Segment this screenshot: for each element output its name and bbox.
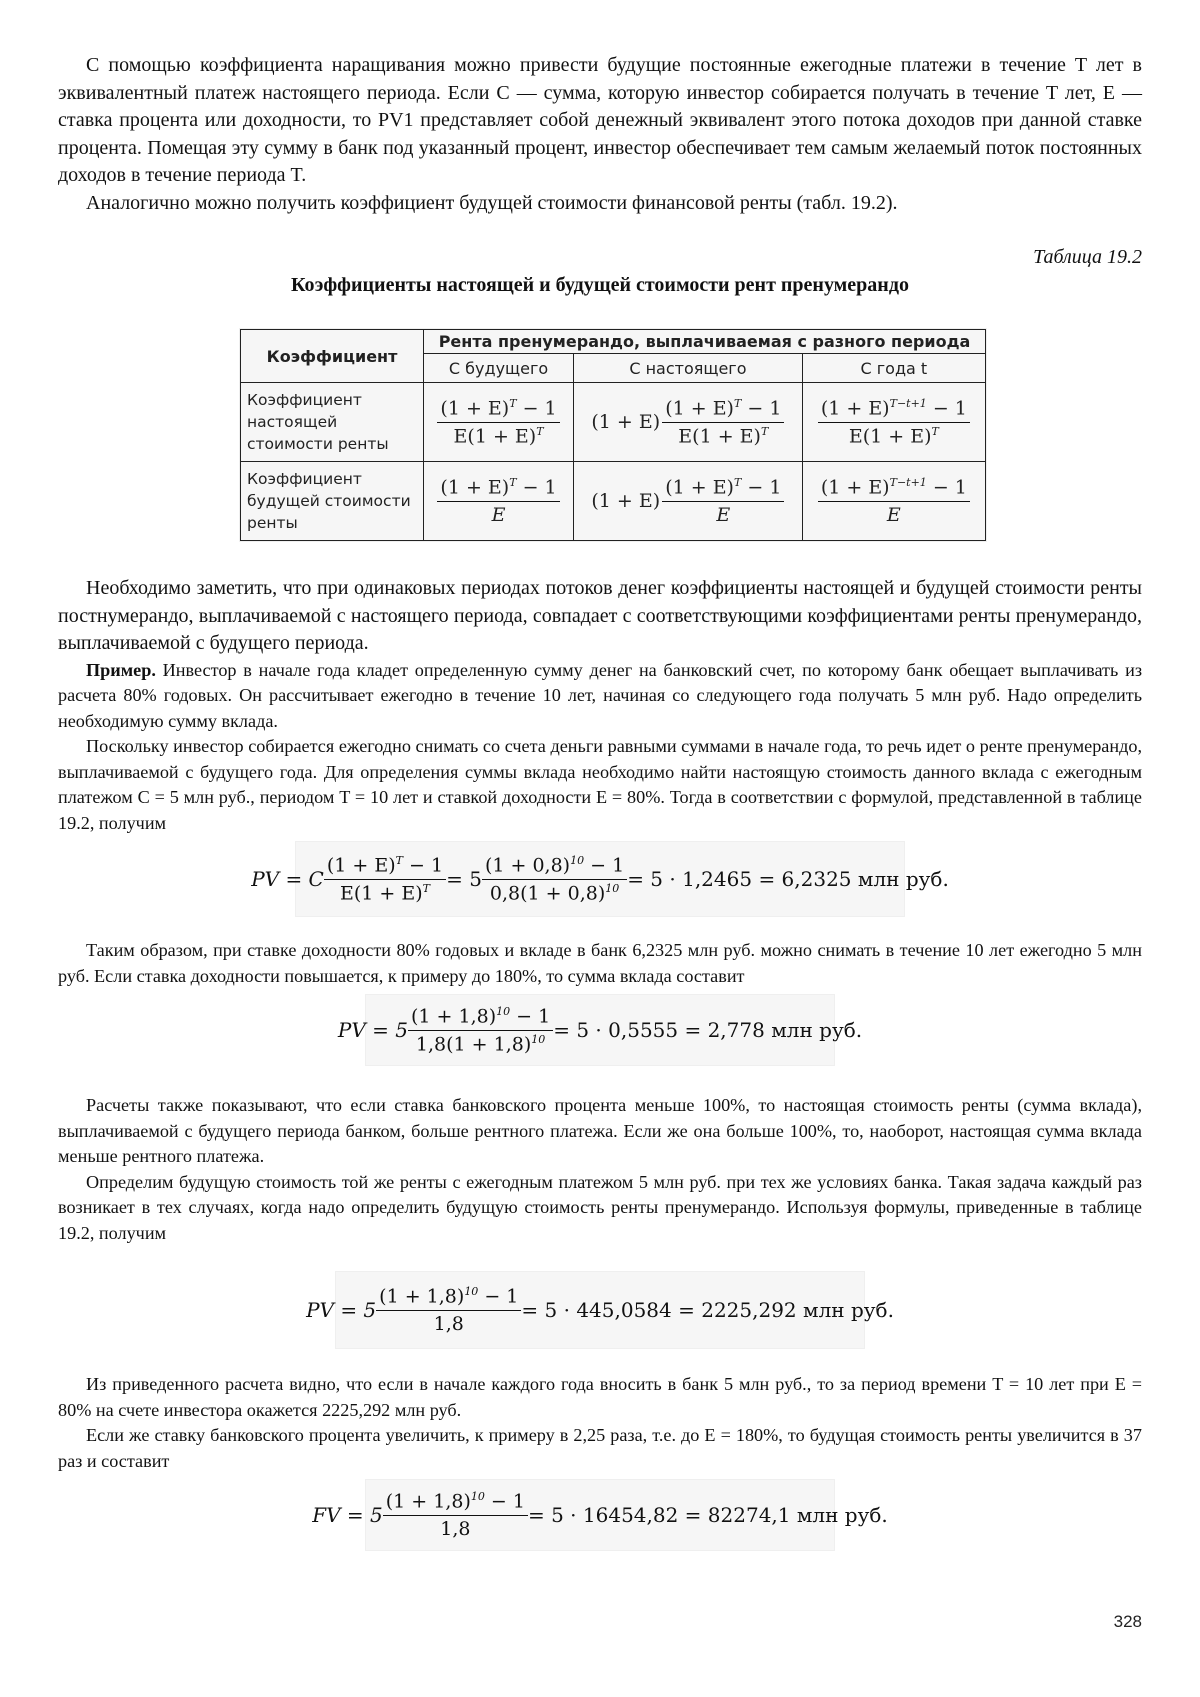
formula-fv-80: PV = 5 $\frac{(1 + 1,8)^{10} - 1}{1,8}$ = 5 · 445,0584 = 2225,292 млн руб. bbox=[336, 1272, 864, 1348]
page-content bbox=[58, 52, 1142, 1550]
table-header-group: Рента пренумерандо, выплачиваемая с разного периода bbox=[424, 330, 986, 354]
table-row bbox=[241, 462, 986, 541]
table-row bbox=[241, 383, 986, 462]
table-cell-formula: (1 + E) $\frac{(1 + E)^T - 1}{E(1 + E)^T}$ bbox=[574, 383, 803, 462]
formula-pv-180: PV = 5 $\frac{(1 + 1,8)^{10} - 1}{1,8(1 + 1,8)^{10}}$ = 5 · 0,5555 = 2,778 млн руб. bbox=[366, 995, 834, 1065]
table-header-coef: Коэффициент bbox=[241, 330, 424, 383]
paragraph-intro: С помощью коэффициента наращивания можно привести будущие постоянные ежегодные платежи в течение T лет в эквивалентный платеж настоящего периода. Если C — сумма, которую инвестор собирается получать в течение T лет, E — ставка процента или доходности, то PV1 представляет собой денежный эквивалент этого потока доходов при данной ставке процента. Помещая эту сумму в банк под указанный процент, инвестор обеспечивает тем самым желаемый поток постоянных доходов в течение периода T. bbox=[58, 54, 1142, 186]
table-col-future: С будущего bbox=[424, 354, 574, 383]
table-cell-formula: $\frac{(1 + E)^T - 1}{E}$ bbox=[424, 462, 574, 541]
result-section-1 bbox=[58, 938, 1142, 989]
formula-pv-80: PV = C $\frac{(1 + E)^T - 1}{E(1 + E)^T}$ = 5 $\frac{(1 + 0,8)^{10} - 1}{0,8(1 + 0,8)^{10}}$ = 5 · 1,2465 = 6,2325 млн руб. bbox=[296, 842, 904, 916]
paragraph-result-2: Расчеты также показывают, что если ставка банковского процента меньше 100%, то настоящая стоимость ренты (сумма вклада), выплачиваемой с будущего периода банком, больше рентного платежа. Если же она больше 100%, то, наоборот, настоящая сумма вклада меньше рентного платежа. bbox=[58, 1095, 1142, 1166]
example-text: Инвестор в начале года кладет определенную сумму денег на банковский счет, по которому банк обещает выплачивать из расчета 80% годовых. Он рассчитывает ежегодно в течение 10 лет, начиная со следующего года получать 5 млн руб. Надо определить необходимую сумму вклада. bbox=[58, 659, 1142, 731]
table-title: Коэффициенты настоящей и будущей стоимости рент пренумерандо bbox=[291, 274, 909, 296]
formula-fv-180: FV = 5 $\frac{(1 + 1,8)^{10} - 1}{1,8}$ = 5 · 16454,82 = 82274,1 млн руб. bbox=[366, 1480, 834, 1550]
intro-section bbox=[58, 52, 1142, 217]
table-caption: Таблица 19.2 bbox=[1033, 246, 1142, 268]
table-col-year-t: С года t bbox=[802, 354, 985, 383]
table-cell-formula: (1 + E) $\frac{(1 + E)^T - 1}{E}$ bbox=[574, 462, 803, 541]
table-cell-formula: $\frac{(1 + E)^T - 1}{E(1 + E)^T}$ bbox=[424, 383, 574, 462]
page-number: 328 bbox=[1113, 1612, 1142, 1631]
table-row-label: Коэффициент будущей стоимости ренты bbox=[241, 462, 424, 541]
paragraph-result-3: Из приведенного расчета видно, что если в начале каждого года вносить в банк 5 млн руб., то за период времени T = 10 лет при E = 80% на счете инвестора окажется 2225,292 млн руб. bbox=[58, 1374, 1142, 1420]
paragraph-note: Необходимо заметить, что при одинаковых периодах потоков денег коэффициенты настоящей и будущей стоимости ренты постнумерандо, выплачиваемой с настоящего периода, совпадает с соответствующими коэффициентами ренты пренумерандо, выплачиваемой с будущего периода. bbox=[58, 577, 1142, 654]
table-col-present: С настоящего bbox=[574, 354, 803, 383]
note-section bbox=[58, 575, 1142, 658]
table-row-label: Коэффициент настоящей стоимости ренты bbox=[241, 383, 424, 462]
table-cell-formula: $\frac{(1 + E)^{T-t+1} - 1}{E}$ bbox=[802, 462, 985, 541]
table-cell-formula: $\frac{(1 + E)^{T-t+1} - 1}{E(1 + E)^T}$ bbox=[802, 383, 985, 462]
result-section-2 bbox=[58, 1093, 1142, 1246]
paragraph-result-4: Если же ставку банковского процента увеличить, к примеру в 2,25 раза, т.е. до E = 180%, то будущая стоимость ренты увеличится в 37 раз и составит bbox=[58, 1425, 1142, 1471]
paragraph-example bbox=[58, 658, 1142, 735]
paragraph-example-solution: Поскольку инвестор собирается ежегодно снимать со счета деньги равными суммами в начале года, то речь идет о ренте пренумерандо, выплачиваемой с будущего года. Для определения суммы вклада необходимо найти настоящую стоимость данного вклада с ежегодным платежом C = 5 млн руб., периодом T = 10 лет и ставкой доходности E = 80%. Тогда в соответствии с формулой, представленной в таблице 19.2, получим bbox=[58, 736, 1142, 833]
example-section bbox=[58, 658, 1142, 837]
result-section-3 bbox=[58, 1372, 1142, 1474]
paragraph-future: Определим будущую стоимость той же ренты с ежегодным платежом 5 млн руб. при тех же условиях банка. Такая задача каждый раз возникает в тех случаях, когда надо определить будущую стоимость ренты пренумерандо. Используя формулы, приведенные в таблице 19.2, получим bbox=[58, 1171, 1142, 1243]
example-label: Пример. bbox=[86, 659, 156, 680]
paragraph-analog: Аналогично можно получить коэффициент будущей стоимости финансовой ренты (табл. 19.2). bbox=[86, 191, 898, 214]
paragraph-result-1: Таким образом, при ставке доходности 80% годовых и вкладе в банк 6,2325 млн руб. можно снимать в течение 10 лет ежегодно 5 млн руб. Если ставка доходности повышается, к примеру до 180%, то сумма вклада составит bbox=[58, 940, 1142, 986]
coefficients-table bbox=[240, 329, 986, 541]
